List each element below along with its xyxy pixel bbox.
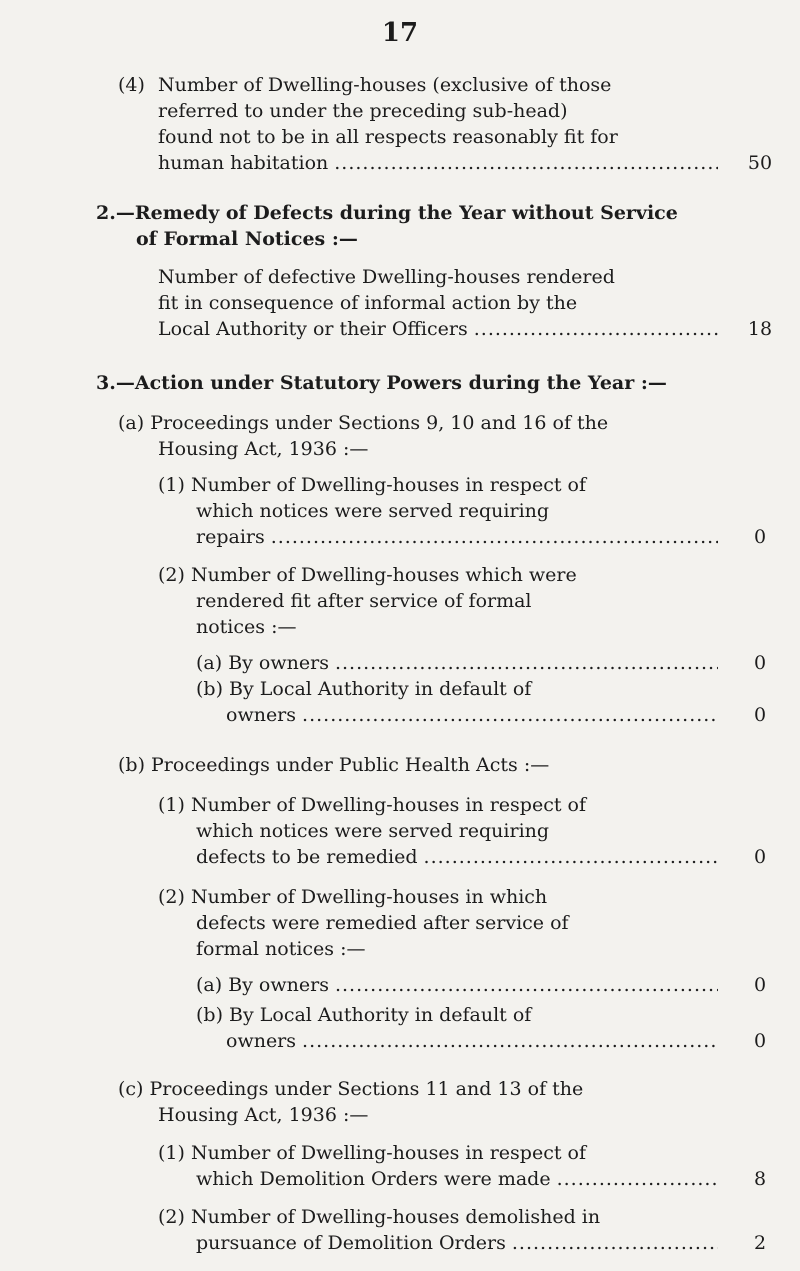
section3a-item1-leader — [196, 524, 718, 550]
item4-label: (4) — [118, 74, 145, 96]
section3b-item1-line-3: defects to be remedied — [196, 846, 418, 868]
item4-line-1: Number of Dwelling-houses (exclusive of those — [158, 74, 612, 96]
section3b-owners-leader — [196, 972, 718, 998]
section3b-item2-line-2: defects were remedied after service of — [196, 912, 569, 934]
section3b-item1-line-1: (1) Number of Dwelling-houses in respect of — [158, 794, 586, 816]
section2-value: 18 — [747, 318, 773, 340]
section3b-item2-line-1: (2) Number of Dwelling-houses in which — [158, 886, 548, 908]
page-number: 17 — [381, 18, 419, 48]
section3b-authority-line-2: owners — [226, 1030, 297, 1052]
section3b-owners-label: (a) By owners — [196, 974, 329, 996]
section3c-line-1: (c) Proceedings under Sections 11 and 13 of the — [118, 1078, 584, 1100]
section3a-authority-leader — [226, 702, 718, 728]
section3c-item1-leader — [196, 1166, 718, 1192]
section3c-item2-value: 2 — [753, 1232, 767, 1254]
section3c-item2-line-1: (2) Number of Dwelling-houses demolished in — [158, 1206, 601, 1228]
section3b-authority-leader — [226, 1028, 718, 1054]
section3a-item1-line-2: which notices were served requiring — [196, 500, 550, 522]
section3a-item1-line-1: (1) Number of Dwelling-houses in respect of — [158, 474, 586, 496]
section3c-item2-line-2: pursuance of Demolition Orders — [196, 1232, 506, 1254]
section3b-item1-value: 0 — [753, 846, 767, 868]
section3a-item2-line-2: rendered fit after service of formal — [196, 590, 532, 612]
section3c-item1-line-1: (1) Number of Dwelling-houses in respect of — [158, 1142, 586, 1164]
item4-line-3: found not to be in all respects reasonably fit for — [158, 126, 618, 148]
section3a-item1-value: 0 — [753, 526, 767, 548]
section3b-authority-value: 0 — [753, 1030, 767, 1052]
section3a-owners-label: (a) By owners — [196, 652, 329, 674]
section3a-owners-leader — [196, 650, 718, 676]
section3a-authority-value: 0 — [753, 704, 767, 726]
section3c-line-2: Housing Act, 1936 :— — [158, 1104, 369, 1126]
section2-heading-1: 2.—Remedy of Defects during the Year without Service — [96, 202, 678, 224]
section3a-item2-line-1: (2) Number of Dwelling-houses which were — [158, 564, 577, 586]
item4-leader — [158, 150, 718, 176]
section3b-item1-leader — [196, 844, 718, 870]
section3b-authority-line-1: (b) By Local Authority in default of — [196, 1004, 532, 1026]
section2-line-3: Local Authority or their Officers — [158, 318, 468, 340]
section3b-item1-line-2: which notices were served requiring — [196, 820, 550, 842]
item4-value: 50 — [747, 152, 773, 174]
section2-leader — [158, 316, 718, 342]
section3a-line-1: (a) Proceedings under Sections 9, 10 and 16 of the — [118, 412, 609, 434]
section3-heading: 3.—Action under Statutory Powers during the Year :— — [96, 372, 667, 394]
section2-line-2: fit in consequence of informal action by the — [158, 292, 578, 314]
item4-line-2: referred to under the preceding sub-head) — [158, 100, 568, 122]
section3c-item2-leader — [196, 1230, 718, 1256]
section3a-authority-line-2: owners — [226, 704, 297, 726]
section3c-item1-value: 8 — [753, 1168, 767, 1190]
section3b-heading: (b) Proceedings under Public Health Acts :— — [118, 754, 550, 776]
section3c-item1-line-2: which Demolition Orders were made — [196, 1168, 551, 1190]
item4-line-4: human habitation — [158, 152, 329, 174]
section3a-item2-line-3: notices :— — [196, 616, 297, 638]
section3b-owners-value: 0 — [753, 974, 767, 996]
section2-heading-2: of Formal Notices :— — [136, 228, 358, 250]
section3a-owners-value: 0 — [753, 652, 767, 674]
section3a-authority-line-1: (b) By Local Authority in default of — [196, 678, 532, 700]
section3a-line-2: Housing Act, 1936 :— — [158, 438, 369, 460]
section3a-item1-line-3: repairs — [196, 526, 265, 548]
section3b-item2-line-3: formal notices :— — [196, 938, 366, 960]
section2-line-1: Number of defective Dwelling-houses rendered — [158, 266, 615, 288]
